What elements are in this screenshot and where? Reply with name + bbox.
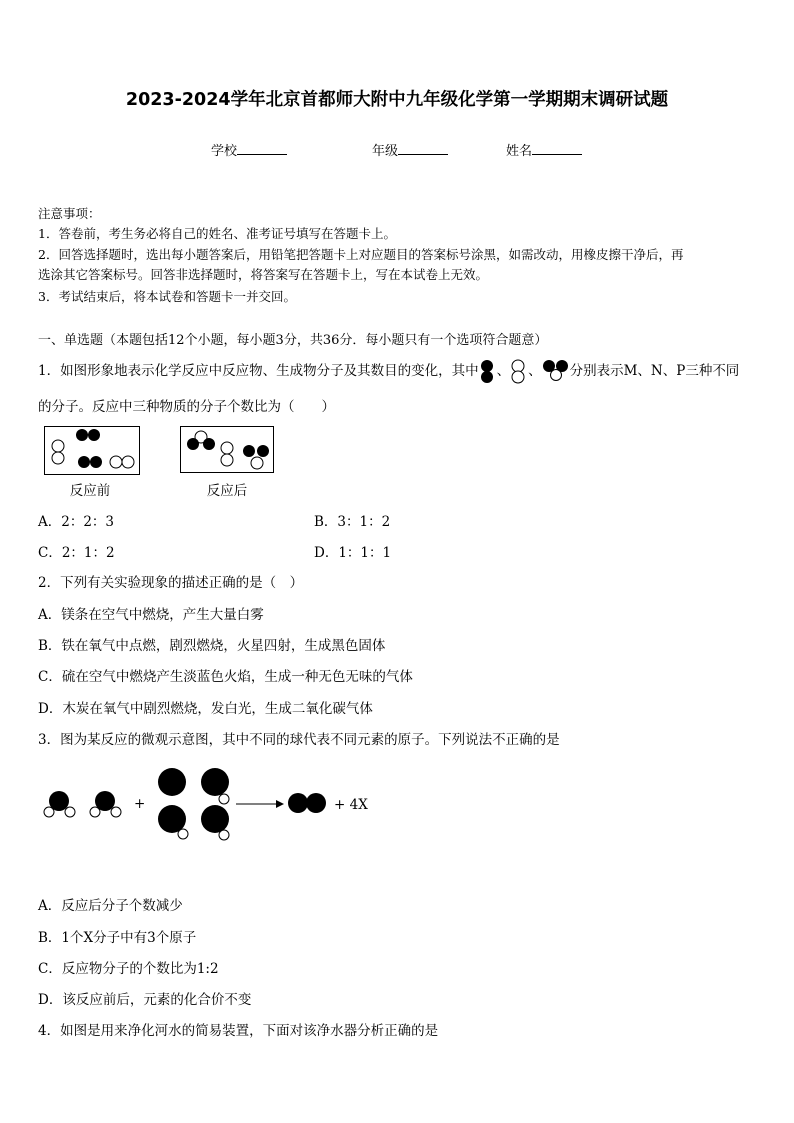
q3-option-c: C．反应物分子的个数比为1:2: [38, 961, 219, 977]
name-blank: [532, 144, 582, 155]
molecule-n-icon: [510, 365, 528, 379]
grade-blank: [398, 144, 448, 155]
q2-stem: 2．下列有关实验现象的描述正确的是（ ）: [38, 575, 304, 591]
q1-option-a: A．2：2：3: [38, 514, 115, 530]
q1-option-b: B．3：1：2: [314, 514, 391, 530]
q2-option-a: A．镁条在空气中燃烧，产生大量白雾: [38, 607, 264, 623]
grade-field: [372, 140, 448, 159]
notice-item: 2．回答选择题时，选出每小题答案后，用铅笔把答题卡上对应题目的答案标号涂黑，如需改动，用橡皮擦干净后，再: [38, 247, 684, 262]
school-label: 学校: [211, 144, 238, 159]
arrow-right-icon: [236, 798, 284, 810]
q1-after-label: 反应后: [206, 483, 248, 499]
molecule-p-icon: [542, 365, 570, 379]
q1-stem-sep1: 、: [496, 363, 511, 379]
q3-plus-sign: +: [134, 796, 146, 812]
q1-stem-b: 分别表示M、N、P三种不同: [569, 363, 740, 379]
q1-stem-c: 的分子。反应中三种物质的分子个数比为（ ）: [38, 399, 335, 415]
name-field: [506, 140, 582, 159]
name-label: 姓名: [506, 144, 533, 159]
q3-reactant-molecule-1: [44, 791, 75, 817]
q2-option-b: B．铁在氧气中点燃，剧烈燃烧，火星四射，生成黑色固体: [38, 638, 386, 654]
q1-after-box: [180, 426, 274, 473]
q3-stem: 3．图为某反应的微观示意图，其中不同的球代表不同元素的原子。下列说法不正确的是: [38, 732, 560, 748]
notice-item: 选涂其它答案标号。回答非选择题时，将答案写在答题卡上，写在本试卷上无效。: [38, 267, 489, 282]
q4-stem: 4．如图是用来净化河水的简易装置，下面对该净水器分析正确的是: [38, 1023, 439, 1039]
q1-option-d: D．1：1：1: [314, 545, 392, 561]
q2-option-c: C．硫在空气中燃烧产生淡蓝色火焰，生成一种无色无味的气体: [38, 669, 413, 685]
grade-label: 年级: [372, 144, 399, 159]
q2-option-d: D．木炭在氧气中剧烈燃烧，发白光，生成二氧化碳气体: [38, 701, 373, 717]
school-blank: [237, 144, 287, 155]
page-title: 2023-2024学年北京首都师大附中九年级化学第一学期期末调研试题: [125, 90, 669, 110]
notice-heading: 注意事项：: [38, 206, 101, 221]
q1-before-label: 反应前: [69, 483, 111, 499]
notice-item: 3．考试结束后，将本试卷和答题卡一并交回。: [38, 289, 296, 304]
school-field: [211, 140, 287, 159]
q3-product-text: + 4X: [334, 797, 368, 813]
notice-item: 1．答卷前，考生务必将自己的姓名、准考证号填写在答题卡上。: [38, 226, 396, 241]
q3-option-b: B．1个X分子中有3个原子: [38, 930, 197, 946]
q3-product-molecule: [287, 791, 331, 815]
q1-before-molecules: [45, 427, 139, 474]
q3-reactant-molecule-2: [90, 791, 121, 817]
q1-after-molecules: [181, 427, 273, 472]
q1-option-c: C．2：1：2: [38, 545, 115, 561]
q1-stem-a: 1．如图形象地表示化学反应中反应物、生成物分子及其数目的变化，其中: [38, 363, 479, 379]
q3-option-d: D．该反应前后，元素的化合价不变: [38, 992, 252, 1008]
molecule-m-icon: [479, 365, 497, 379]
section-heading: 一、单选题（本题包括12个小题，每小题3分，共36分．每小题只有一个选项符合题意）: [38, 333, 548, 348]
q1-stem-line1: [38, 359, 739, 379]
q1-before-box: [44, 426, 140, 475]
q3-option-a: A．反应后分子个数减少: [38, 898, 183, 914]
q1-stem-sep2: 、: [528, 363, 542, 379]
